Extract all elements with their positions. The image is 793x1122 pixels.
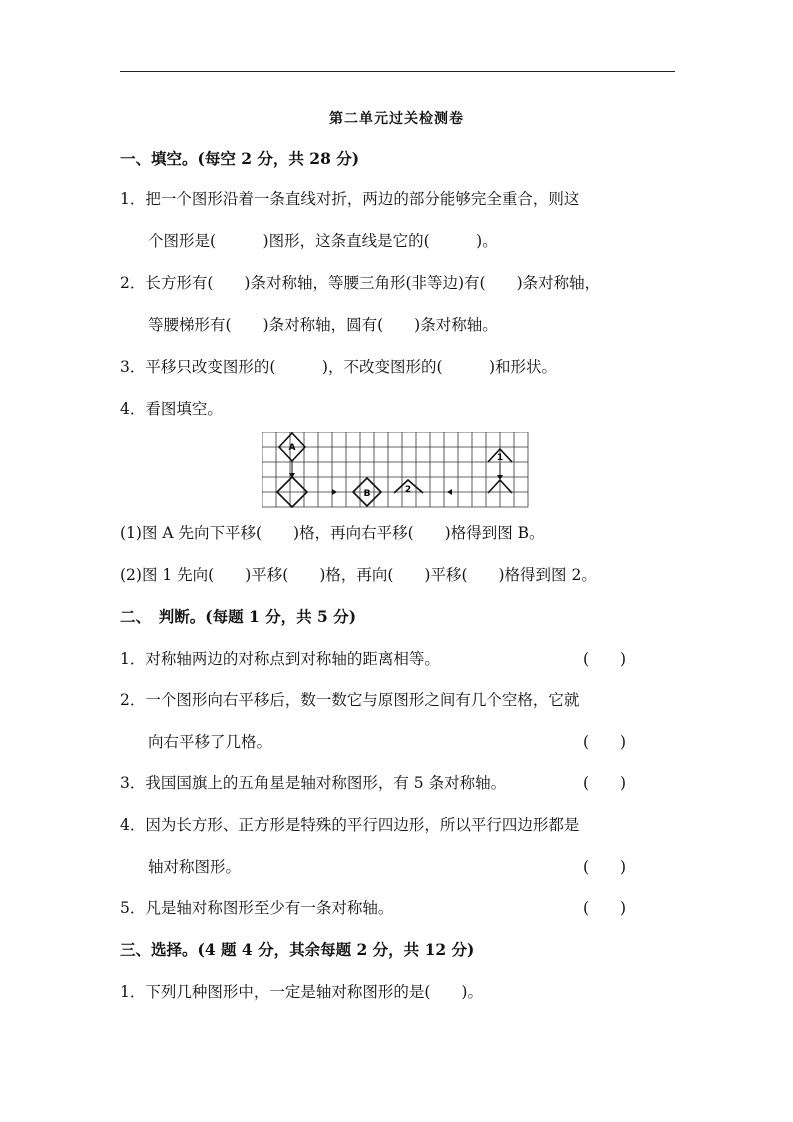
section3-heading: 三、选择。(4 题 4 分，其余每题 2 分，共 12 分) xyxy=(120,940,475,959)
s2-q4-answer-paren: ( ) xyxy=(583,858,627,876)
label-2: 2 xyxy=(404,485,412,495)
s2-q2-answer-paren: ( ) xyxy=(583,733,627,751)
translation-grid-figure xyxy=(262,432,532,508)
s2-q4-line1: 4．因为长方形、正方形是特殊的平行四边形，所以平行四边形都是 xyxy=(120,816,580,834)
label-b: B xyxy=(363,489,371,499)
header-rule xyxy=(120,71,675,72)
s1-q2-line1: 2．长方形有( )条对称轴，等腰三角形(非等边)有( )条对称轴， xyxy=(120,274,601,292)
s2-q5-answer-paren: ( ) xyxy=(583,899,627,917)
s2-q1: 1．对称轴两边的对称点到对称轴的距离相等。 xyxy=(120,650,440,668)
section2-heading: 二、 判断。(每题 1 分，共 5 分) xyxy=(120,607,357,626)
s2-q5: 5．凡是轴对称图形至少有一条对称轴。 xyxy=(120,899,394,917)
label-1: 1 xyxy=(496,453,504,463)
section1-heading: 一、填空。(每空 2 分，共 28 分) xyxy=(120,149,360,168)
s2-q3-answer-paren: ( ) xyxy=(583,774,627,792)
s1-q1-line2: 个图形是( )图形，这条直线是它的( )。 xyxy=(148,232,498,250)
s1-q4: 4．看图填空。 xyxy=(120,400,223,418)
page-title: 第二单元过关检测卷 xyxy=(329,111,464,127)
s1-q4-2: (2)图 1 先向( )平移( )格，再向( )平移( )格得到图 2。 xyxy=(120,566,597,584)
s2-q4-line2: 轴对称图形。 xyxy=(148,858,242,876)
s1-q4-1: (1)图 A 先向下平移( )格，再向右平移( )格得到图 B。 xyxy=(120,524,545,542)
s2-q2-line2: 向右平移了几格。 xyxy=(148,733,273,751)
label-a: A xyxy=(288,443,296,453)
s3-q1: 1．下列几种图形中，一定是轴对称图形的是( )。 xyxy=(120,983,483,1001)
s2-q1-answer-paren: ( ) xyxy=(583,650,627,668)
s1-q1-line1: 1．把一个图形沿着一条直线对折，两边的部分能够完全重合，则这 xyxy=(120,190,580,208)
s1-q2-line2: 等腰梯形有( )条对称轴，圆有( )条对称轴。 xyxy=(148,316,498,334)
arrow-right-icon xyxy=(332,489,337,495)
s2-q2-line1: 2．一个图形向右平移后，数一数它与原图形之间有几个空格，它就 xyxy=(120,691,580,709)
s2-q3: 3．我国国旗上的五角星是轴对称图形，有 5 条对称轴。 xyxy=(120,774,507,792)
s1-q3: 3．平移只改变图形的( )，不改变图形的( )和形状。 xyxy=(120,358,558,376)
arrow-left-icon xyxy=(447,489,452,495)
